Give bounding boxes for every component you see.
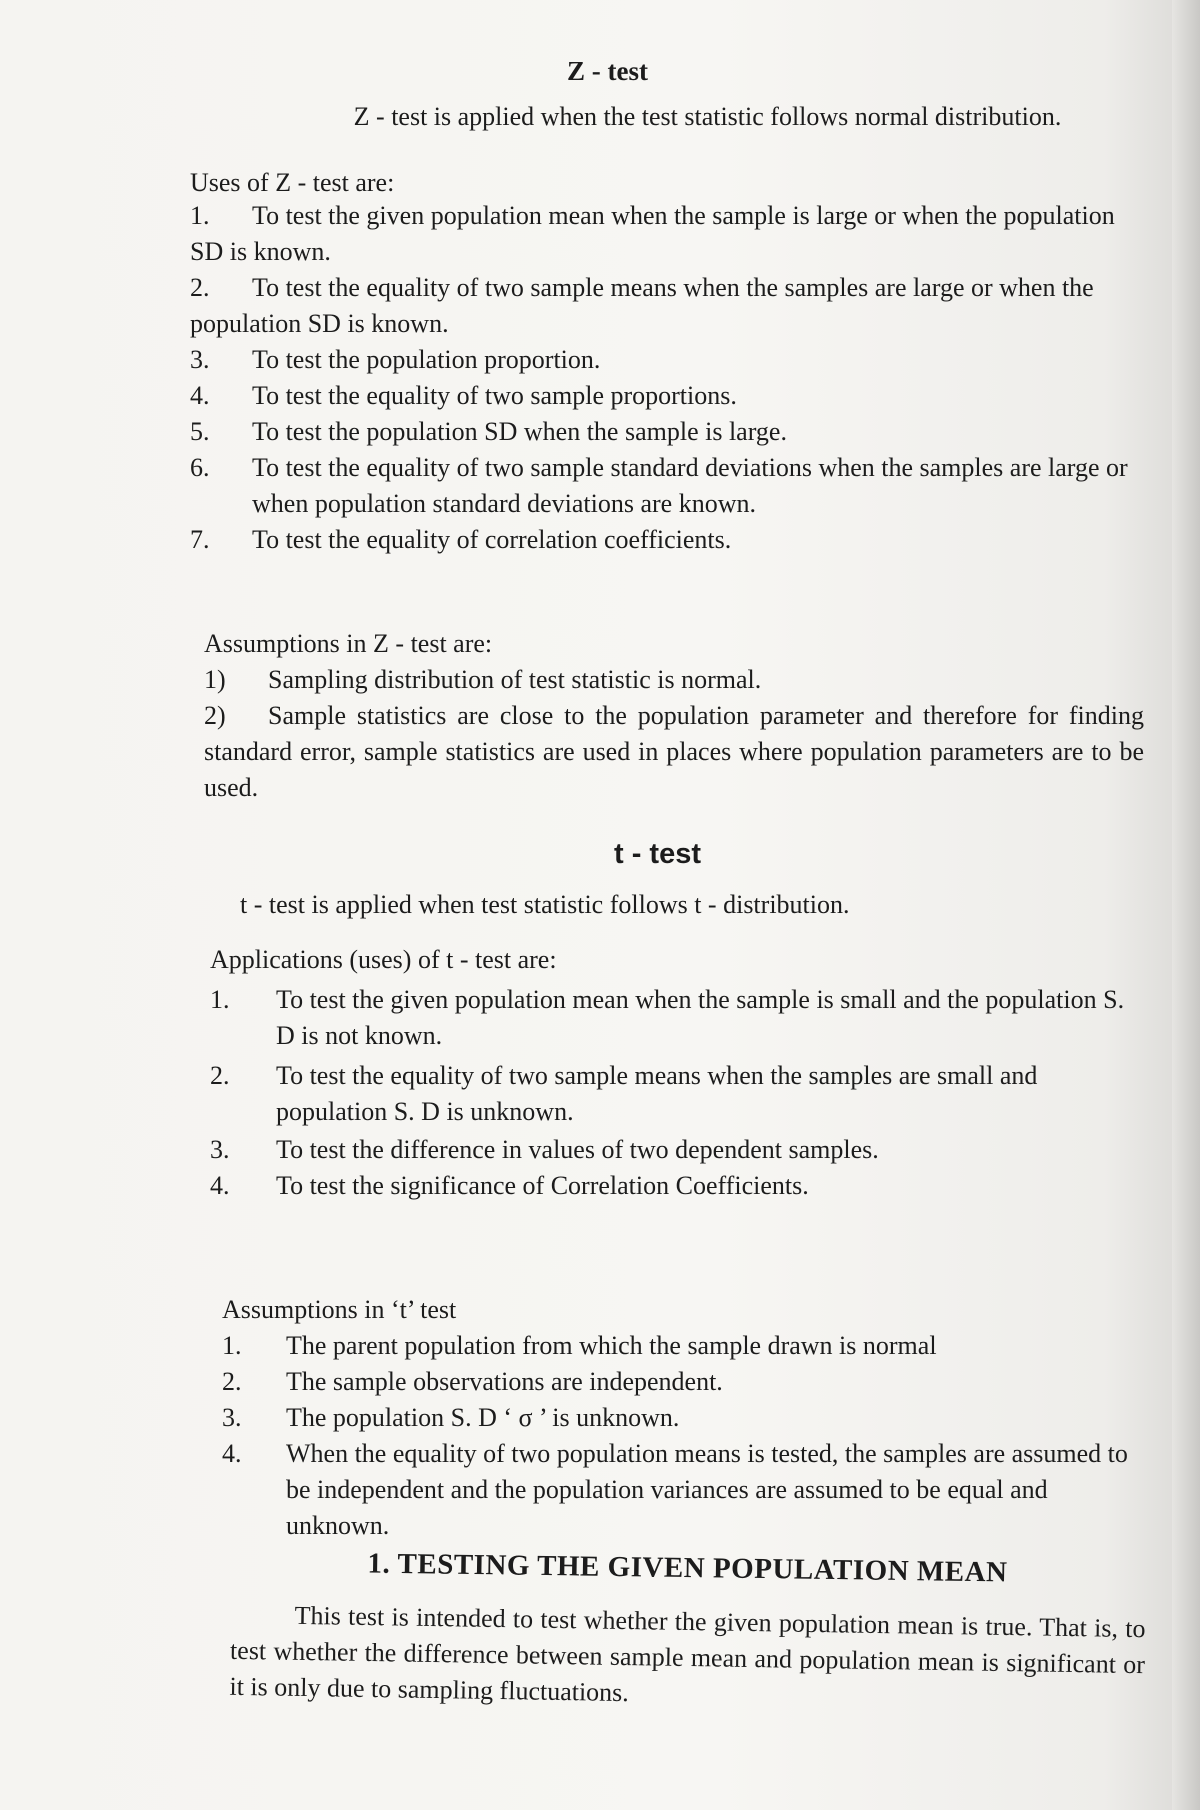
z-test-uses-heading: Uses of Z - test are: [190, 168, 395, 197]
z-test-assumptions-section [204, 626, 1144, 806]
list-item-text: To test the equality of two sample means when the samples are large or when the population SD is known. [190, 273, 1094, 338]
t-test-assumptions-heading: Assumptions in ‘t’ test [222, 1295, 457, 1324]
list-item-number: 4. [210, 1171, 230, 1200]
list-item [210, 1058, 1145, 1130]
list-item [190, 522, 1145, 558]
page-edge [1172, 0, 1200, 1810]
list-item [190, 450, 1145, 522]
list-item [204, 662, 1144, 698]
section-1-paragraph: This test is intended to test whether the given population mean is true. That is, to test whether the difference between sample mean and population mean is significant or it is only due to sampling fluctuations. [229, 1600, 1146, 1708]
list-item-number: 1. [210, 985, 230, 1014]
list-item-text: To test the equality of two sample proportions. [252, 381, 737, 410]
z-test-title: Z - test [567, 56, 648, 86]
list-item [210, 982, 1145, 1054]
t-test-header [190, 838, 1145, 871]
list-item [204, 698, 1144, 806]
list-item [190, 342, 1145, 378]
list-item-text: To test the population proportion. [252, 345, 601, 374]
list-item-text: To test the significance of Correlation Coefficients. [276, 1171, 809, 1200]
list-item-number: 4. [190, 381, 210, 410]
list-item-number: 1. [222, 1331, 242, 1360]
z-test-header [190, 56, 1145, 87]
list-item [190, 270, 1145, 342]
t-test-title: t - test [614, 838, 701, 870]
list-item [222, 1400, 1145, 1436]
t-test-intro-block [240, 890, 1140, 920]
t-test-applications-section [210, 942, 1145, 1204]
list-item-number: 6. [190, 453, 210, 482]
list-item-number: 2. [210, 1061, 230, 1090]
list-item-text: The population S. D ‘ σ ’ is unknown. [286, 1403, 680, 1432]
section-1-body [229, 1600, 1146, 1712]
z-test-uses-list [190, 198, 1145, 558]
t-test-applications-heading: Applications (uses) of t - test are: [210, 945, 557, 974]
list-item-number: 3. [210, 1135, 230, 1164]
list-item-text: The sample observations are independent. [286, 1367, 723, 1396]
list-item-number: 5. [190, 417, 210, 446]
list-item-number: 1. [190, 201, 210, 230]
list-item [190, 414, 1145, 450]
t-test-assumptions-section [222, 1292, 1145, 1544]
list-item [190, 198, 1145, 270]
list-item-text: Sample statistics are close to the population parameter and therefore for finding standard error, sample statistics are used in places where population parameters are to be used. [204, 701, 1144, 802]
list-item-text: Sampling distribution of test statistic is normal. [268, 665, 762, 694]
list-item-number: 1) [204, 665, 226, 694]
list-item [210, 1132, 1145, 1168]
z-test-assumptions-heading: Assumptions in Z - test are: [204, 629, 493, 658]
section-1-title: 1. TESTING THE GIVEN POPULATION MEAN [367, 1547, 1008, 1589]
list-item-text: To test the population SD when the sample is large. [252, 417, 787, 446]
list-item [210, 1168, 1145, 1204]
list-item-number: 4. [222, 1439, 242, 1468]
list-item-number: 2. [222, 1367, 242, 1396]
list-item-number: 3. [190, 345, 210, 374]
list-item-text: To test the difference in values of two dependent samples. [276, 1135, 879, 1164]
list-item-text: When the equality of two population means is tested, the samples are assumed to be independent and the population variances are assumed to be equal and unknown. [286, 1439, 1128, 1540]
z-test-intro-block [230, 102, 1185, 132]
list-item-text: To test the given population mean when the sample is large or when the population SD is known. [190, 201, 1115, 266]
list-item [190, 378, 1145, 414]
section-1-block [230, 1547, 1145, 1589]
list-item-number: 2. [190, 273, 210, 302]
list-item-text: To test the given population mean when the sample is small and the population S. D is not known. [276, 985, 1125, 1050]
list-item [222, 1436, 1145, 1544]
list-item-text: To test the equality of correlation coefficients. [252, 525, 732, 554]
list-item [222, 1328, 1145, 1364]
list-item-number: 7. [190, 525, 210, 554]
z-test-intro: Z - test is applied when the test statistic follows normal distribution. [353, 102, 1062, 131]
list-item-text: To test the equality of two sample means when the samples are small and population S. D is unknown. [276, 1061, 1038, 1126]
list-item-text: To test the equality of two sample standard deviations when the samples are large or when population standard deviations are known. [252, 453, 1128, 518]
list-item-number: 2) [204, 701, 226, 730]
list-item-number: 3. [222, 1403, 242, 1432]
t-test-intro: t - test is applied when test statistic follows t - distribution. [240, 890, 850, 919]
z-test-uses-section [190, 168, 1145, 558]
list-item [222, 1364, 1145, 1400]
list-item-text: The parent population from which the sample drawn is normal [286, 1331, 937, 1360]
